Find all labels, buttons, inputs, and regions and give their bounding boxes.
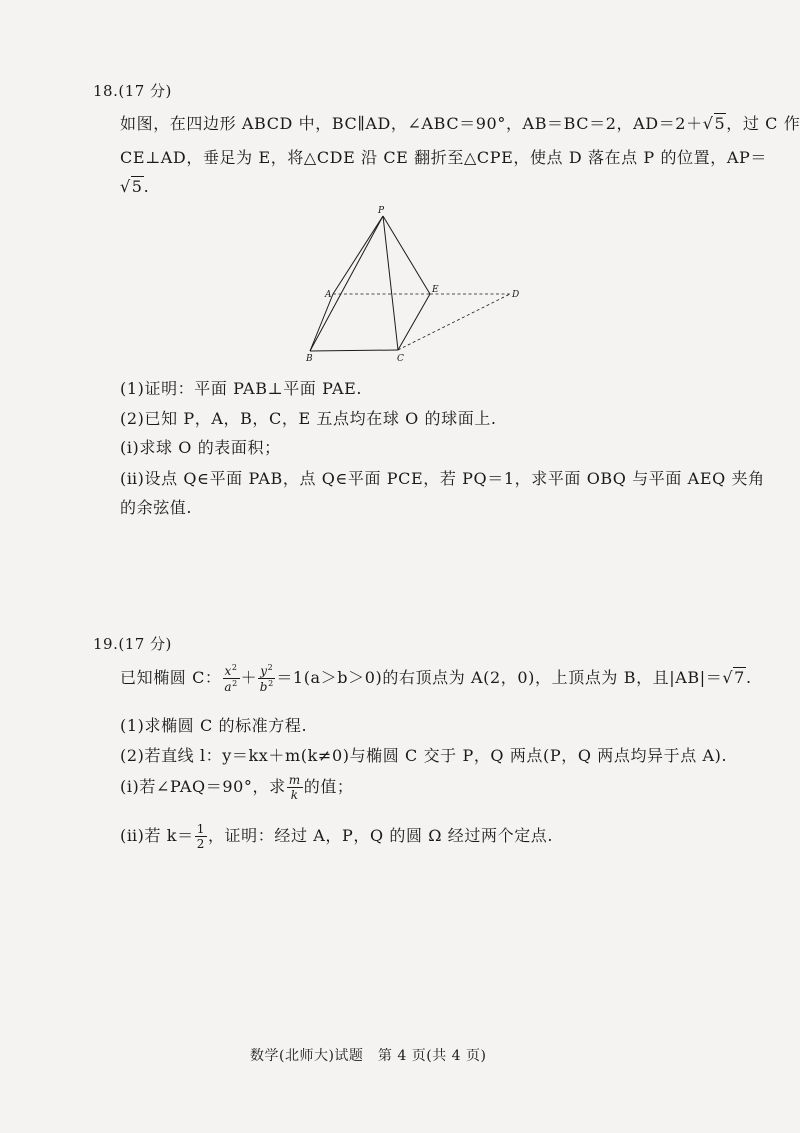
label-E: E [432,285,439,295]
edge-PC [383,216,398,350]
q19-part2-i [120,774,354,801]
q19-frac-2: 2 [196,837,205,851]
q18-stem-line3-tail: . [143,177,150,196]
q18-stem-line1 [120,111,800,134]
q19-frac2-num: y [260,664,268,678]
q19-stem [120,664,752,693]
q19-frac2-den-exp: 2 [268,679,274,688]
page-footer: 数学(北师大)试题 第 4 页(共 4 页) [250,1048,487,1064]
q19-part2-ii [120,823,553,850]
q19-frac2-den: b [259,680,269,694]
label-D: D [512,290,520,300]
q18-part2-i: (ⅰ)求球 O 的表面积； [120,438,281,457]
q19-sqrt7: √7 [722,668,745,687]
q18-part2-ii-line2: 的余弦值. [120,498,193,517]
q19-frac-m: m [288,773,301,787]
label-B: B [306,354,313,364]
edge-AB [310,294,333,351]
q18-stem-line3 [120,177,149,196]
q19-frac1-num-exp: 2 [231,663,238,672]
q19-part2-ii-prefix: (ⅱ)若 k＝ [120,826,194,845]
q18-sqrt5-radicand: 5 [714,114,726,133]
q19-frac-1: 1 [196,822,205,836]
q19-sqrt7-radicand: 7 [734,668,745,687]
q18-stem-line2: CE⊥AD，垂足为 E，将△CDE 沿 CE 翻折至△CPE，使点 D 落在点 P 的位置，AP＝ [120,148,768,167]
q19-frac-y2-b2 [258,664,275,693]
label-C: C [397,354,404,364]
q18-stem-line1-tail: ，过 C 作 [726,114,800,133]
q18-header: 18.(17 分) [93,82,172,100]
q18-sqrt5-ap: √5 [120,177,143,196]
q19-stem-post: ＝1(a＞b＞0)的右顶点为 A(2，0)，上顶点为 B，且|AB|＝ [276,668,723,687]
q18-part2: (2)已知 P，A，B，C，E 五点均在球 O 的球面上. [120,409,497,428]
q18-part1: (1)证明：平面 PAB⊥平面 PAE. [120,379,363,398]
q19-stem-prefix: 已知椭圆 C： [120,668,222,687]
q18-part2-ii-line1: (ⅱ)设点 Q∈平面 PAB，点 Q∈平面 PCE，若 PQ＝1，求平面 OBQ 与平面 AEQ 夹角 [120,469,765,488]
q19-part2-ii-suffix: ，证明：经过 A，P，Q 的圆 Ω 经过两个定点. [207,826,554,845]
q19-frac1-den-exp: 2 [232,679,238,688]
q18-sqrt5: √5 [702,114,726,133]
q19-frac-m-k [287,774,303,801]
q18-sqrt5-ap-radicand: 5 [131,177,143,196]
edge-PA [333,216,383,294]
edge-PB [310,216,383,351]
edge-BC [310,350,398,351]
q18-stem-line1-text: 如图，在四边形 ABCD 中，BC∥AD，∠ABC＝90°，AB＝BC＝2，AD＝2＋ [120,114,703,133]
q19-part1: (1)求椭圆 C 的标准方程. [120,716,308,735]
q18-figure [300,205,530,365]
q19-header: 19.(17 分) [93,635,172,653]
label-A: A [325,290,332,300]
q19-part2: (2)若直线 l：y＝kx＋m(k≠0)与椭圆 C 交于 P，Q 两点(P，Q 两点均异于点 A). [120,746,728,765]
q19-plus: ＋ [240,668,258,687]
q19-frac2-num-exp: 2 [267,663,274,672]
q19-frac1-num: x [224,664,232,678]
q19-part2-i-prefix: (ⅰ)若∠PAQ＝90°，求 [120,777,286,796]
q19-frac1-den: a [224,680,233,694]
q19-frac-1-2 [195,823,207,850]
q19-frac-k: k [290,788,299,802]
q19-frac-x2-a2 [223,664,240,693]
q19-part2-i-suffix: 的值； [303,777,354,796]
label-P: P [378,206,385,216]
edge-CD-dashed [398,294,510,350]
q19-stem-end: . [745,668,752,687]
